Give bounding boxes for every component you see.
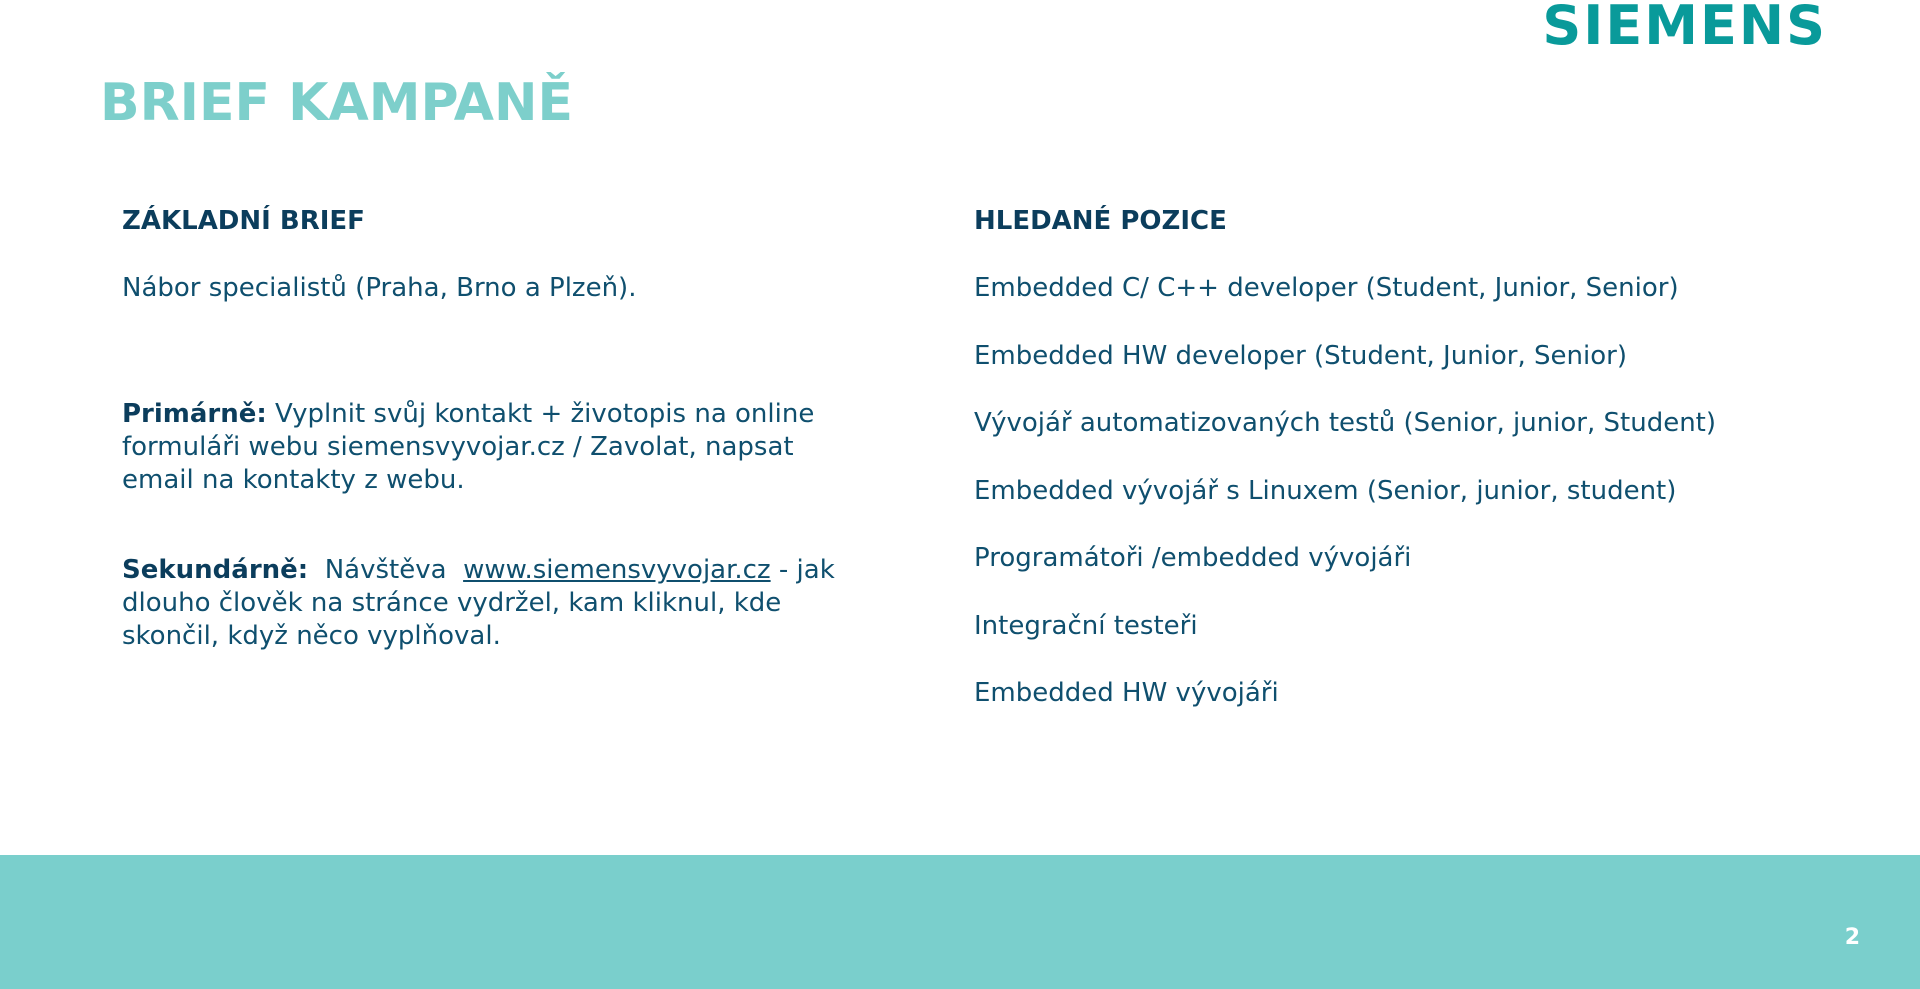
secondary-goal-paragraph — [122, 554, 862, 653]
position-item: Embedded HW vývojáři — [974, 678, 1279, 708]
basic-brief-section — [122, 206, 862, 653]
page-number: 2 — [1844, 925, 1860, 950]
primary-goal-paragraph — [122, 398, 862, 497]
position-item: Integrační testeři — [974, 610, 1198, 641]
position-item: Embedded C/ C++ developer (Student, Junior, Senior) — [974, 273, 1679, 303]
website-link[interactable]: www.siemensvyvojar.cz — [463, 555, 771, 585]
primary-text: Vyplnit svůj kontakt + životopis na online formuláři webu siemensvyvojar.cz / Zavolat, napsat email na kontakty z webu. — [122, 399, 815, 495]
position-item: Embedded HW developer (Student, Junior, Senior) — [974, 340, 1627, 371]
siemens-logo: SIEMENS — [1542, 0, 1827, 57]
primary-label: Primárně: — [122, 399, 267, 429]
positions-list — [974, 272, 1874, 710]
position-item: Vývojář automatizovaných testů (Senior, junior, Student) — [974, 408, 1717, 438]
position-item: Embedded vývojář s Linuxem (Senior, junior, student) — [974, 475, 1677, 506]
basic-brief-heading: ZÁKLADNÍ BRIEF — [122, 206, 365, 236]
positions-section — [974, 206, 1874, 745]
secondary-pre-text: Návštěva — [308, 555, 464, 585]
position-item: Programátoři /embedded vývojáři — [974, 543, 1412, 573]
page-title: BRIEF KAMPANĚ — [100, 73, 574, 133]
secondary-label: Sekundárně: — [122, 555, 309, 585]
footer-bar — [0, 855, 1920, 989]
secondary-post-text: - jak dlouho člověk na stránce vydržel, kam kliknul, kde skončil, když něco vyplňoval. — [122, 555, 835, 651]
positions-heading: HLEDANÉ POZICE — [974, 206, 1227, 236]
brief-intro-text: Nábor specialistů (Praha, Brno a Plzeň). — [122, 273, 637, 303]
